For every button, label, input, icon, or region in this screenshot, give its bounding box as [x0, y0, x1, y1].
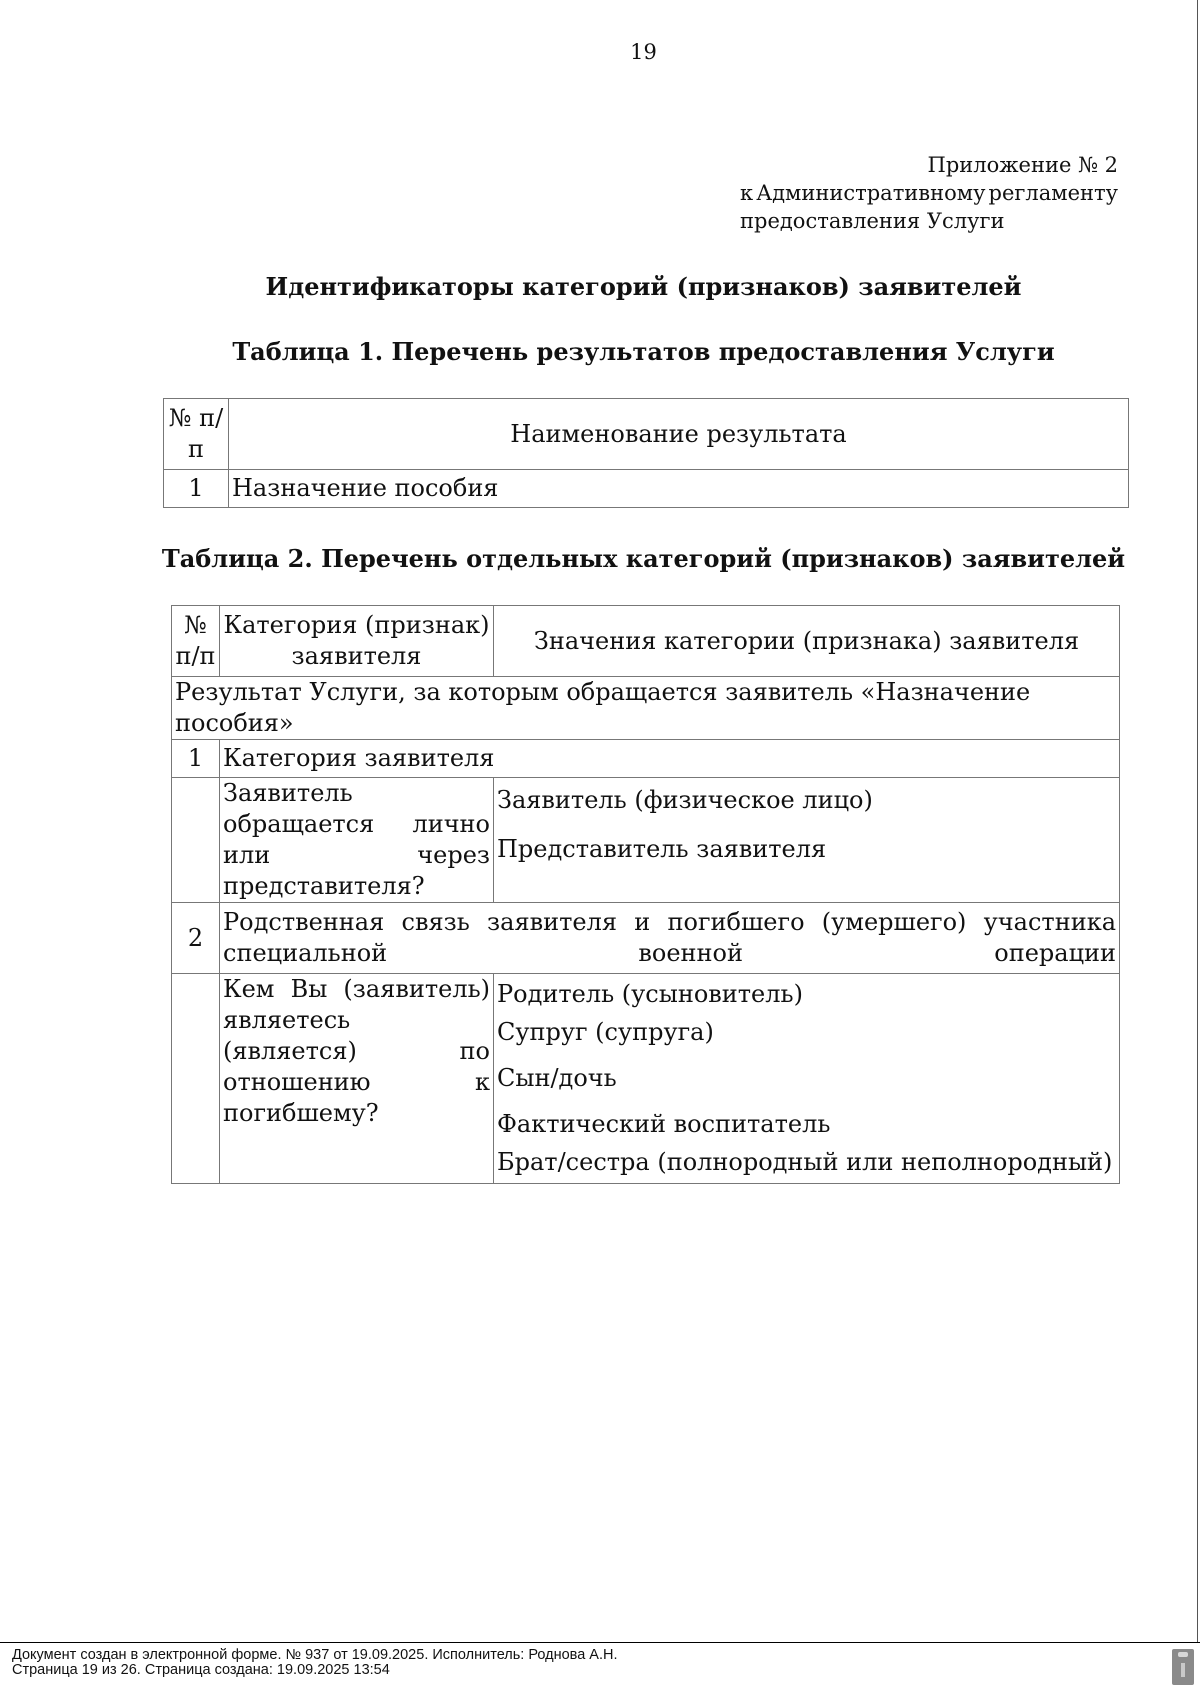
- header-category: Категория (признак) заявителя: [220, 606, 494, 677]
- value-item: Брат/сестра (полнородный или неполнородный): [497, 1148, 1113, 1176]
- empty-cell: [172, 974, 220, 1184]
- section-row: [172, 903, 1120, 974]
- value-item: Сын/дочь: [497, 1064, 617, 1092]
- section-num: 2: [172, 903, 220, 974]
- footer-line2: Страница 19 из 26. Страница создана: 19.09.2025 13:54: [12, 1662, 390, 1678]
- values-cell: [494, 974, 1120, 1184]
- section-title: Родственная связь заявителя и погибшего (умершего) участника специальной военной операции: [220, 903, 1120, 974]
- section-num: 1: [172, 740, 220, 778]
- appendix-line2: [740, 179, 1118, 207]
- table-header-row: [172, 606, 1120, 677]
- row-result-name: Назначение пособия: [229, 470, 1129, 508]
- empty-cell: [172, 778, 220, 903]
- result-text: Результат Услуги, за которым обращается заявитель «Назначение пособия»: [172, 677, 1120, 740]
- value-item: Родитель (усыновитель): [497, 980, 803, 1008]
- appendix-word: регламенту: [988, 181, 1118, 205]
- page-edge-line: [1197, 0, 1198, 1642]
- page-number: 19: [630, 40, 657, 64]
- section-title: Категория заявителя: [220, 740, 1120, 778]
- result-row: [172, 677, 1120, 740]
- footer-line1: Документ создан в электронной форме. № 937 от 19.09.2025. Исполнитель: Роднова А.Н.: [12, 1647, 618, 1663]
- table1-title: Таблица 1. Перечень результатов предоставления Услуги: [232, 337, 1055, 366]
- appendix-line1: Приложение № 2: [927, 153, 1118, 177]
- section-row: [172, 740, 1120, 778]
- value-item: Заявитель (физическое лицо): [497, 786, 873, 814]
- appendix-word: Административному: [756, 181, 986, 205]
- appendix-line3: предоставления Услуги: [740, 209, 1005, 233]
- value-item: Представитель заявителя: [497, 835, 827, 863]
- question-row: [172, 974, 1120, 1184]
- categories-table: [171, 605, 1120, 1184]
- value-item: Фактический воспитатель: [497, 1110, 831, 1138]
- footer: [12, 1648, 618, 1678]
- question-row: [172, 778, 1120, 903]
- table2-title: Таблица 2. Перечень отдельных категорий (признаков) заявителей: [161, 544, 1126, 573]
- header-result-name: Наименование результата: [229, 399, 1129, 470]
- emblem-icon: [1172, 1649, 1194, 1685]
- results-table: [163, 398, 1129, 508]
- row-num: 1: [164, 470, 229, 508]
- header-num: № п/п: [172, 606, 220, 677]
- values-cell: [494, 778, 1120, 903]
- question-text: Кем Вы (заявитель) являетесь (является) по отношению к погибшему?: [220, 974, 494, 1184]
- footer-divider: [0, 1642, 1200, 1643]
- appendix-word: к: [740, 181, 754, 205]
- document-title: Идентификаторы категорий (признаков) заявителей: [265, 272, 1022, 301]
- table-row: [164, 470, 1129, 508]
- header-num: № п/п: [164, 399, 229, 470]
- value-item: Супруг (супруга): [497, 1018, 714, 1046]
- question-text: Заявитель обращается лично или через представителя?: [220, 778, 494, 903]
- table-header-row: [164, 399, 1129, 470]
- header-values: Значения категории (признака) заявителя: [494, 606, 1120, 677]
